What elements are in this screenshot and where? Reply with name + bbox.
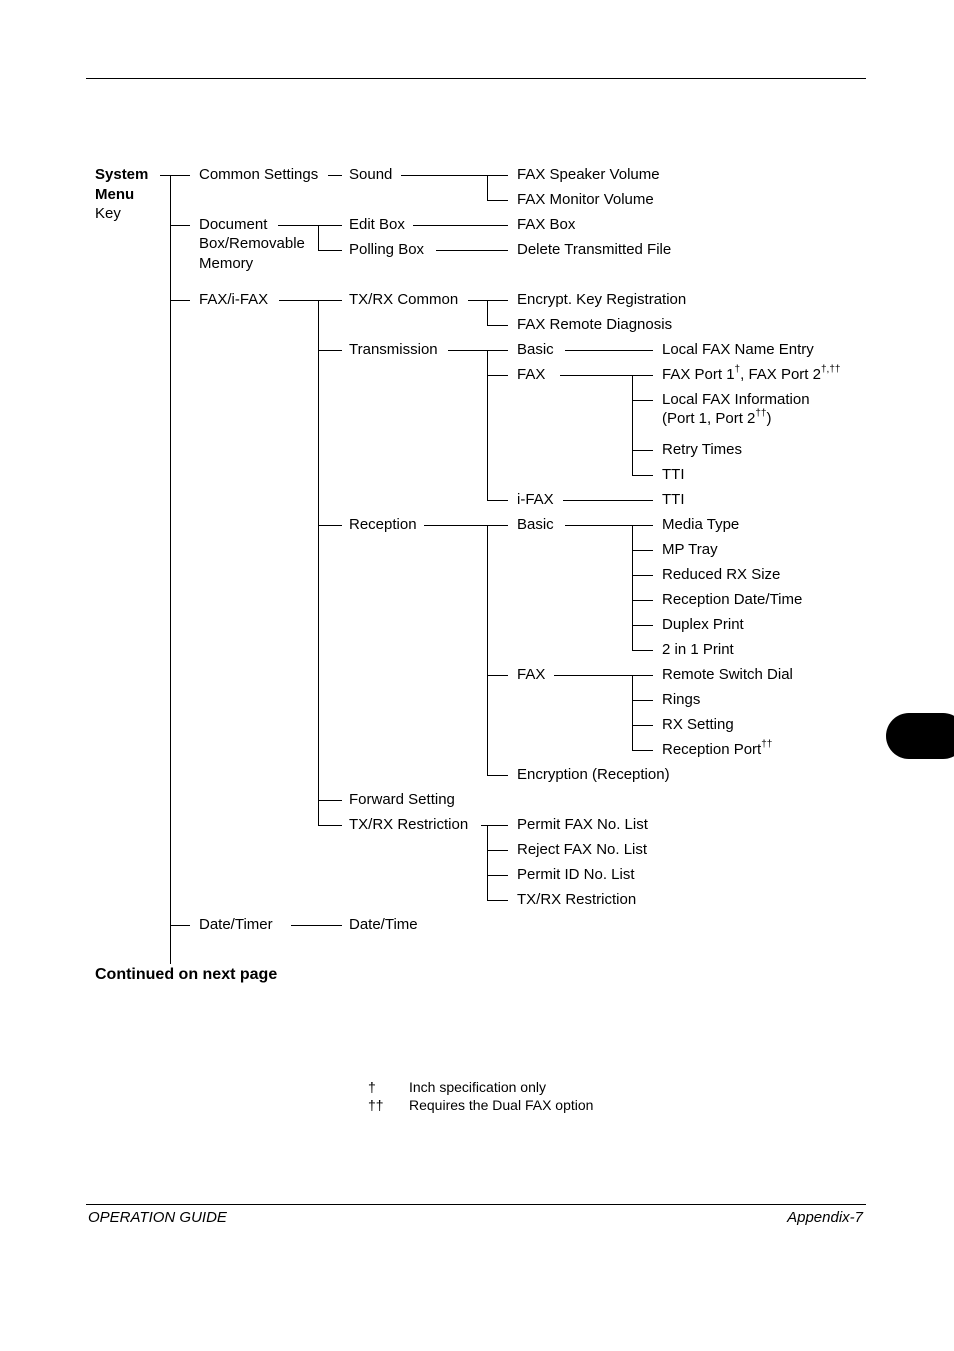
continued-note: Continued on next page <box>95 966 278 983</box>
footnote-text: Inch specification only <box>409 1079 546 1095</box>
node-edit-box: Edit Box <box>349 216 405 233</box>
node-memory: Memory <box>199 255 254 272</box>
node-media-type: Media Type <box>662 516 740 533</box>
node-tx-ifax: i-FAX <box>517 491 554 508</box>
node-reception-port: Reception Port†† <box>662 739 773 758</box>
footnote-text: Requires the Dual FAX option <box>409 1097 594 1113</box>
chapter-tab <box>886 713 954 759</box>
root-menu: Menu <box>95 186 135 203</box>
node-reject-fax-no-list: Reject FAX No. List <box>517 841 648 858</box>
node-reception: Reception <box>349 516 417 533</box>
footer-page-number: Appendix-7 <box>787 1209 863 1226</box>
node-fax-port: FAX Port 1†, FAX Port 2†,†† <box>662 364 841 383</box>
node-date-timer: Date/Timer <box>199 916 273 933</box>
node-document: Document <box>199 216 268 233</box>
node-common-settings: Common Settings <box>199 166 319 183</box>
node-permit-id-no-list: Permit ID No. List <box>517 866 635 883</box>
node-transmission: Transmission <box>349 341 438 358</box>
footer-guide-title: OPERATION GUIDE <box>88 1209 227 1226</box>
header-rule <box>86 78 866 79</box>
node-duplex-print: Duplex Print <box>662 616 744 633</box>
node-reception-date-time: Reception Date/Time <box>662 591 803 608</box>
node-mp-tray: MP Tray <box>662 541 718 558</box>
node-fax-remote-diagnosis: FAX Remote Diagnosis <box>517 316 673 333</box>
root-key: Key <box>95 205 121 222</box>
node-txrx-restriction-item: TX/RX Restriction <box>517 891 637 908</box>
node-fax-monitor-volume: FAX Monitor Volume <box>517 191 654 208</box>
node-fax-ifax: FAX/i-FAX <box>199 291 269 308</box>
footer-rule <box>86 1204 866 1205</box>
node-rx-basic: Basic <box>517 516 554 533</box>
footnote-mark: † <box>368 1079 376 1095</box>
node-polling-box: Polling Box <box>349 241 425 258</box>
node-sound: Sound <box>349 166 393 183</box>
node-delete-transmitted-file: Delete Transmitted File <box>517 241 672 258</box>
node-rx-fax: FAX <box>517 666 546 683</box>
node-permit-fax-no-list: Permit FAX No. List <box>517 816 648 833</box>
node-tx-fax: FAX <box>517 366 546 383</box>
node-txrx-common: TX/RX Common <box>349 291 459 308</box>
node-encryption-reception: Encryption (Reception) <box>517 766 670 783</box>
node-reduced-rx-size: Reduced RX Size <box>662 566 781 583</box>
node-retry-times: Retry Times <box>662 441 743 458</box>
node-box-removable: Box/Removable <box>199 235 305 252</box>
node-remote-switch-dial: Remote Switch Dial <box>662 666 793 683</box>
node-2in1-print: 2 in 1 Print <box>662 641 734 658</box>
node-tti-ifax: TTI <box>662 491 685 508</box>
root-system: System <box>95 166 149 183</box>
node-date-time: Date/Time <box>349 916 418 933</box>
node-local-fax-information-ports: (Port 1, Port 2††) <box>662 408 772 427</box>
node-fax-box: FAX Box <box>517 216 576 233</box>
node-fax-speaker-volume: FAX Speaker Volume <box>517 166 660 183</box>
node-forward-setting: Forward Setting <box>349 791 455 808</box>
node-local-fax-name-entry: Local FAX Name Entry <box>662 341 814 358</box>
node-rings: Rings <box>662 691 701 708</box>
node-txrx-restriction: TX/RX Restriction <box>349 816 469 833</box>
node-encrypt-key-registration: Encrypt. Key Registration <box>517 291 687 308</box>
node-tx-basic: Basic <box>517 341 554 358</box>
node-tti-fax: TTI <box>662 466 685 483</box>
node-rx-setting: RX Setting <box>662 716 734 733</box>
footnote-mark: †† <box>368 1097 384 1113</box>
node-local-fax-information: Local FAX Information <box>662 391 810 408</box>
